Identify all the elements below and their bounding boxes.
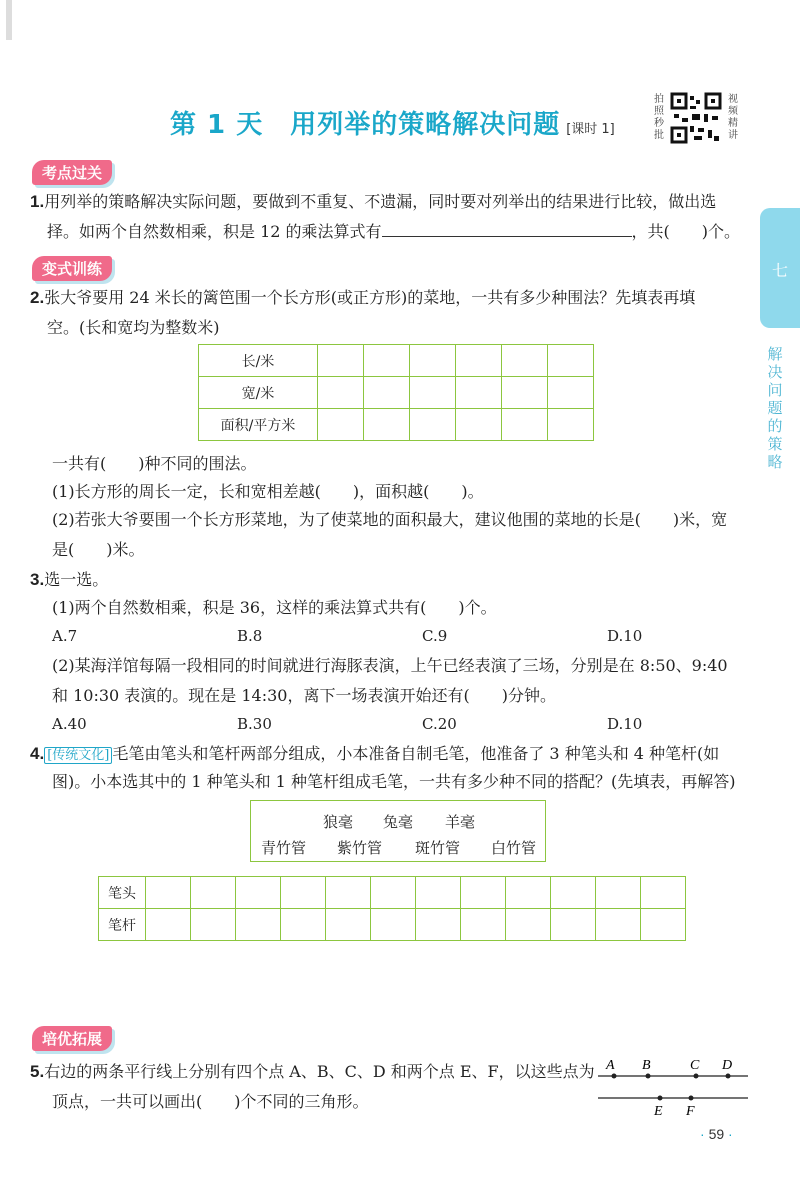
page-number-text: 59 — [708, 1126, 725, 1142]
table-cell[interactable] — [461, 877, 506, 909]
brush-options-box — [250, 800, 546, 862]
table-cell[interactable] — [146, 909, 191, 941]
q1-line2 — [47, 220, 740, 244]
q3-opt-d2[interactable]: D.10 — [607, 715, 643, 733]
brush-head-option: 羊毫 — [445, 813, 476, 831]
table-cell[interactable] — [551, 909, 596, 941]
label-d: D — [722, 1058, 733, 1073]
table-cell[interactable] — [318, 345, 364, 377]
table-cell[interactable] — [410, 377, 456, 409]
table-cell[interactable] — [416, 877, 461, 909]
q2-text1: 张大爷要用 24 米长的篱笆围一个长方形(或正方形)的菜地，一共有多少种围法？先填表再填 — [44, 288, 696, 307]
table-cell[interactable] — [236, 909, 281, 941]
table-cell[interactable] — [416, 909, 461, 941]
q2-sub2-line2: 是( )米。 — [52, 540, 145, 559]
q3-part2-line1: (2)某海洋馆每隔一段相同的时间就进行海豚表演，上午已经表演了三场，分别是在 8:50、9:40 — [52, 656, 728, 675]
q2-line1 — [30, 286, 695, 310]
label-b: B — [642, 1058, 651, 1073]
q3-opt-a1[interactable]: A.7 — [52, 627, 78, 645]
brush-shaft-option: 斑竹管 — [415, 839, 461, 857]
q4-fill-table — [98, 876, 686, 941]
q4-row-label: 笔杆 — [99, 909, 146, 941]
table-cell[interactable] — [236, 877, 281, 909]
q3-number: 3. — [30, 570, 45, 589]
q2-row-label: 宽/米 — [199, 377, 318, 409]
table-cell[interactable] — [596, 877, 641, 909]
q5-number: 5. — [30, 1062, 45, 1081]
table-cell[interactable] — [641, 909, 686, 941]
title-text: 第 1 天 用列举的策略解决问题 — [170, 110, 561, 140]
q1-answer-blank[interactable] — [382, 220, 632, 237]
brush-head-option: 兔毫 — [383, 813, 414, 831]
table-cell[interactable] — [191, 909, 236, 941]
q4-text1: 毛笔由笔头和笔杆两部分组成，小本准备自制毛笔，他准备了 3 种笔头和 4 种笔杆(如 — [112, 744, 720, 763]
parallel-lines-figure — [596, 1052, 750, 1118]
table-cell[interactable] — [318, 377, 364, 409]
q3-opt-a2[interactable]: A.40 — [52, 715, 87, 733]
section-badge-bianshi: 变式训练 — [32, 256, 112, 281]
q1-text1: 用列举的策略解决实际问题，要做到不重复、不遗漏，同时要对列举出的结果进行比较，做出选 — [44, 192, 717, 211]
table-cell[interactable] — [371, 877, 416, 909]
table-cell[interactable] — [364, 409, 410, 441]
q1-line1 — [30, 190, 716, 214]
table-cell[interactable] — [548, 345, 594, 377]
q2-row-label: 长/米 — [199, 345, 318, 377]
table-cell[interactable] — [502, 345, 548, 377]
table-cell[interactable] — [548, 377, 594, 409]
label-a: A — [606, 1058, 615, 1073]
table-cell[interactable] — [502, 409, 548, 441]
table-cell[interactable] — [456, 345, 502, 377]
table-cell[interactable] — [506, 877, 551, 909]
qr-code-icon[interactable] — [670, 92, 722, 144]
q3-opt-b1[interactable]: B.8 — [237, 627, 263, 645]
section-badge-peiyou: 培优拓展 — [32, 1026, 112, 1051]
q5-text1: 右边的两条平行线上分别有四个点 A、B、C、D 和两个点 E、F，以这些点为 — [44, 1062, 595, 1081]
table-cell[interactable] — [318, 409, 364, 441]
table-cell[interactable] — [364, 345, 410, 377]
q3-opt-b2[interactable]: B.30 — [237, 715, 272, 733]
qr-left-label: 拍照秒批 — [654, 94, 664, 141]
page-title — [170, 104, 615, 141]
brush-shaft-option: 白竹管 — [491, 839, 537, 857]
table-cell[interactable] — [456, 377, 502, 409]
q2-number: 2. — [30, 288, 45, 307]
lesson-label: [课时 1] — [566, 122, 615, 137]
q3-title — [30, 568, 108, 592]
table-cell[interactable] — [281, 877, 326, 909]
table-cell[interactable] — [371, 909, 416, 941]
table-cell[interactable] — [502, 377, 548, 409]
label-f: F — [686, 1104, 695, 1118]
table-cell[interactable] — [326, 877, 371, 909]
table-cell[interactable] — [641, 877, 686, 909]
q2-line2: 空。(长和宽均为整数米) — [47, 318, 220, 337]
q2-count: 一共有( )种不同的围法。 — [52, 454, 257, 473]
q4-line2: 图)。小本选其中的 1 种笔头和 1 种笔杆组成毛笔，一共有多少种不同的搭配？(先填表，再解答) — [52, 772, 736, 791]
brush-shaft-option: 紫竹管 — [337, 839, 383, 857]
q2-sub2-line1: (2)若张大爷要围一个长方形菜地，为了使菜地的面积最大，建议他围的菜地的长是( )米，宽 — [52, 510, 728, 529]
table-cell[interactable] — [596, 909, 641, 941]
qr-right-label: 视频精讲 — [728, 94, 738, 141]
table-cell[interactable] — [551, 877, 596, 909]
brush-shaft-option: 青竹管 — [261, 839, 307, 857]
label-c: C — [690, 1058, 700, 1073]
q4-number: 4. — [30, 744, 45, 763]
table-cell[interactable] — [410, 345, 456, 377]
brush-head-option: 狼毫 — [323, 813, 354, 831]
q2-row-label: 面积/平方米 — [199, 409, 318, 441]
table-cell[interactable] — [146, 877, 191, 909]
q3-opt-c2[interactable]: C.20 — [422, 715, 457, 733]
table-cell[interactable] — [461, 909, 506, 941]
q3-title-text: 选一选。 — [44, 570, 109, 589]
table-cell[interactable] — [281, 909, 326, 941]
point-c — [694, 1074, 699, 1079]
q1-text2a: 择。如两个自然数相乘，积是 12 的乘法算式有 — [47, 222, 382, 241]
table-cell[interactable] — [364, 377, 410, 409]
chapter-vertical-title: 解决问题的策略 — [767, 345, 783, 471]
q5-line2: 顶点，一共可以画出( )个不同的三角形。 — [52, 1092, 369, 1111]
q3-part1: (1)两个自然数相乘，积是 36，这样的乘法算式共有( )个。 — [52, 598, 497, 617]
q3-opt-d1[interactable]: D.10 — [607, 627, 643, 645]
q1-number: 1. — [30, 192, 45, 211]
q5-line1 — [30, 1060, 595, 1084]
point-f — [689, 1096, 694, 1101]
top-edge-mark — [6, 0, 12, 40]
point-a — [612, 1074, 617, 1079]
point-e — [658, 1096, 663, 1101]
table-cell[interactable] — [506, 909, 551, 941]
q2-sub1: (1)长方形的周长一定，长和宽相差越( )，面积越( )。 — [52, 482, 484, 501]
section-badge-kaodian: 考点过关 — [32, 160, 112, 185]
q3-opt-c1[interactable]: C.9 — [422, 627, 448, 645]
culture-tag: [传统文化] — [44, 747, 112, 764]
table-cell[interactable] — [326, 909, 371, 941]
q3-part2-line2: 和 10:30 表演的。现在是 14:30，离下一场表演开始还有( )分钟。 — [52, 686, 556, 705]
table-cell[interactable] — [548, 409, 594, 441]
q2-fill-table — [198, 344, 594, 441]
table-cell[interactable] — [456, 409, 502, 441]
point-d — [726, 1074, 731, 1079]
q4-line1 — [30, 742, 719, 768]
q4-row-label: 笔头 — [99, 877, 146, 909]
point-b — [646, 1074, 651, 1079]
chapter-tab[interactable]: 七 — [760, 208, 800, 328]
page-number: · 59 · — [700, 1126, 733, 1142]
q1-text2b: ，共( )个。 — [631, 222, 741, 241]
label-e: E — [654, 1104, 663, 1118]
table-cell[interactable] — [410, 409, 456, 441]
table-cell[interactable] — [191, 877, 236, 909]
